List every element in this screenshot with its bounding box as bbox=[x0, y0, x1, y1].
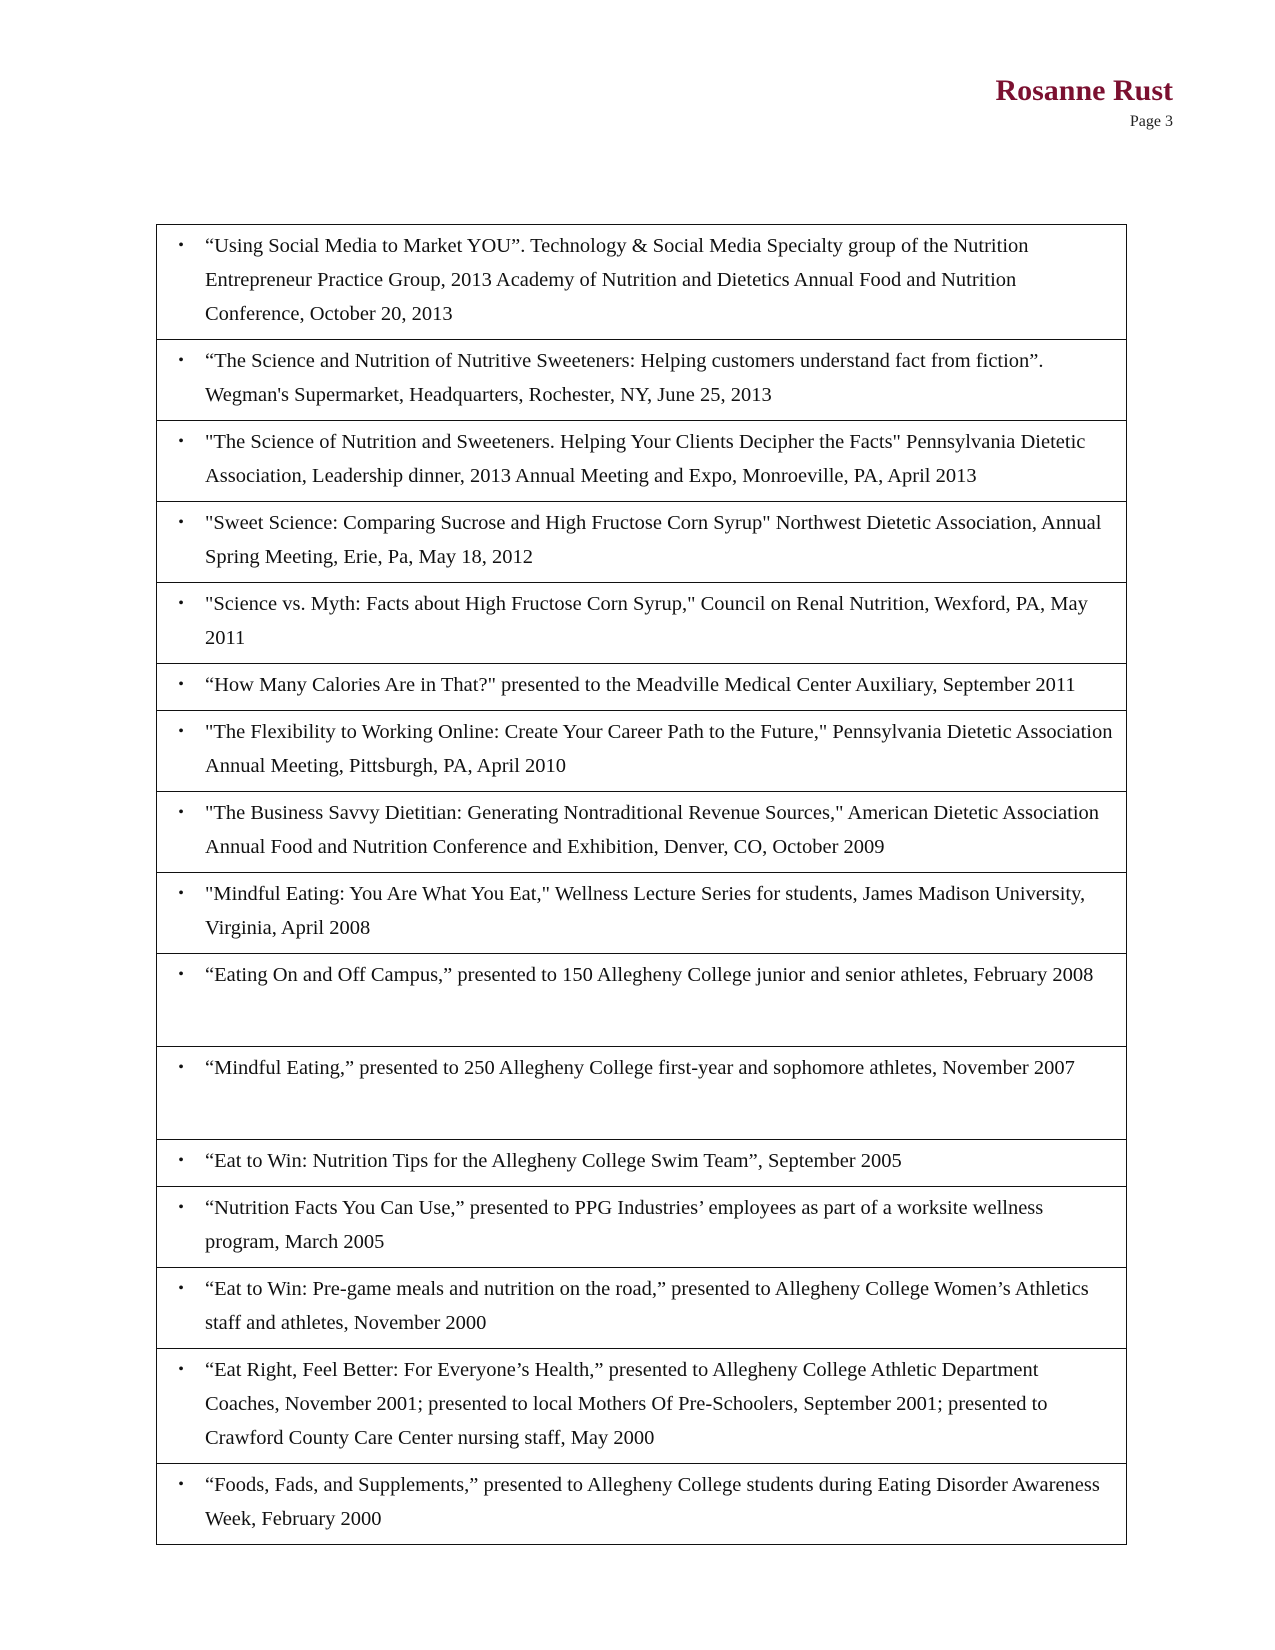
entry-text: “How Many Calories Are in That?" presented to the Meadville Medical Center Auxiliary, September 2011 bbox=[205, 674, 1076, 696]
author-name: Rosanne Rust bbox=[995, 74, 1173, 107]
bullet-icon: • bbox=[178, 885, 184, 902]
entry-text: "Sweet Science: Comparing Sucrose and High Fructose Corn Syrup" Northwest Dietetic Association, Annual Spring Meeting, Erie, Pa, May 18, 2012 bbox=[205, 512, 1102, 568]
entry-text: “Using Social Media to Market YOU”. Technology & Social Media Specialty group of the Nutrition Entrepreneur Practice Group, 2013 Academy of Nutrition and Dietetics Annual Food and Nutrition Conference, October 20, 2013 bbox=[205, 235, 1029, 325]
entry-text: “Mindful Eating,” presented to 250 Allegheny College first-year and sophomore athletes, November 2007 bbox=[205, 1057, 1075, 1079]
bullet-icon: • bbox=[178, 1280, 184, 1297]
entry-text: “Foods, Fads, and Supplements,” presented to Allegheny College students during Eating Disorder Awareness Week, February 2000 bbox=[205, 1474, 1100, 1530]
table-row bbox=[157, 1349, 1127, 1464]
table-row bbox=[157, 1464, 1127, 1545]
entry-text: “The Science and Nutrition of Nutritive Sweeteners: Helping customers understand fact from fiction”. Wegman's Supermarket, Headquarters, Rochester, NY, June 25, 2013 bbox=[205, 350, 1044, 406]
entry-text: “Eat to Win: Pre-game meals and nutrition on the road,” presented to Allegheny College Women’s Athletics staff and athletes, November 2000 bbox=[205, 1278, 1089, 1334]
entry-text: "The Flexibility to Working Online: Create Your Career Path to the Future," Pennsylvania Dietetic Association Annual Meeting, Pittsburgh, PA, April 2010 bbox=[205, 721, 1113, 777]
presentations-table bbox=[156, 224, 1127, 1545]
bullet-icon: • bbox=[178, 804, 184, 821]
bullet-icon: • bbox=[178, 1152, 184, 1169]
entry-text: "Mindful Eating: You Are What You Eat," Wellness Lecture Series for students, James Madison University, Virginia, April 2008 bbox=[205, 883, 1086, 939]
table-row bbox=[157, 340, 1127, 421]
bullet-icon: • bbox=[178, 595, 184, 612]
entry-text: “Eat to Win: Nutrition Tips for the Allegheny College Swim Team”, September 2005 bbox=[205, 1150, 902, 1172]
bullet-icon: • bbox=[178, 237, 184, 254]
entry-text: “Nutrition Facts You Can Use,” presented to PPG Industries’ employees as part of a worksite wellness program, March 2005 bbox=[205, 1197, 1044, 1253]
page-number: Page 3 bbox=[1129, 113, 1173, 130]
table-row bbox=[157, 1268, 1127, 1349]
entry-text: “Eat Right, Feel Better: For Everyone’s Health,” presented to Allegheny College Athletic Department Coaches, November 2001; presented to local Mothers Of Pre-Schoolers, September 2001; presented to Crawford County Care Center nursing staff, May 2000 bbox=[205, 1359, 1048, 1449]
table-row bbox=[157, 1047, 1127, 1140]
table-row bbox=[157, 954, 1127, 1047]
bullet-icon: • bbox=[178, 433, 184, 450]
table-row bbox=[157, 873, 1127, 954]
entry-text: "The Science of Nutrition and Sweeteners. Helping Your Clients Decipher the Facts" Pennsylvania Dietetic Association, Leadership dinner, 2013 Annual Meeting and Expo, Monroeville, PA, April 2013 bbox=[205, 431, 1086, 487]
table-row bbox=[157, 792, 1127, 873]
table-row bbox=[157, 225, 1127, 340]
bullet-icon: • bbox=[178, 1476, 184, 1493]
bullet-icon: • bbox=[178, 966, 184, 983]
table-row bbox=[157, 583, 1127, 664]
table-row bbox=[157, 711, 1127, 792]
bullet-icon: • bbox=[178, 352, 184, 369]
table-row bbox=[157, 1140, 1127, 1187]
bullet-icon: • bbox=[178, 723, 184, 740]
entry-text: "The Business Savvy Dietitian: Generating Nontraditional Revenue Sources," American Dietetic Association Annual Food and Nutrition Conference and Exhibition, Denver, CO, October 2009 bbox=[205, 802, 1100, 858]
page-header bbox=[995, 74, 1173, 131]
bullet-icon: • bbox=[178, 1199, 184, 1216]
bullet-icon: • bbox=[178, 514, 184, 531]
table-row bbox=[157, 502, 1127, 583]
table-row bbox=[157, 664, 1127, 711]
table-row bbox=[157, 1187, 1127, 1268]
table-row bbox=[157, 421, 1127, 502]
bullet-icon: • bbox=[178, 1361, 184, 1378]
bullet-icon: • bbox=[178, 1059, 184, 1076]
entry-text: "Science vs. Myth: Facts about High Fructose Corn Syrup," Council on Renal Nutrition, Wexford, PA, May 2011 bbox=[205, 593, 1088, 649]
entry-text: “Eating On and Off Campus,” presented to 150 Allegheny College junior and senior athletes, February 2008 bbox=[205, 964, 1094, 986]
bullet-icon: • bbox=[178, 676, 184, 693]
